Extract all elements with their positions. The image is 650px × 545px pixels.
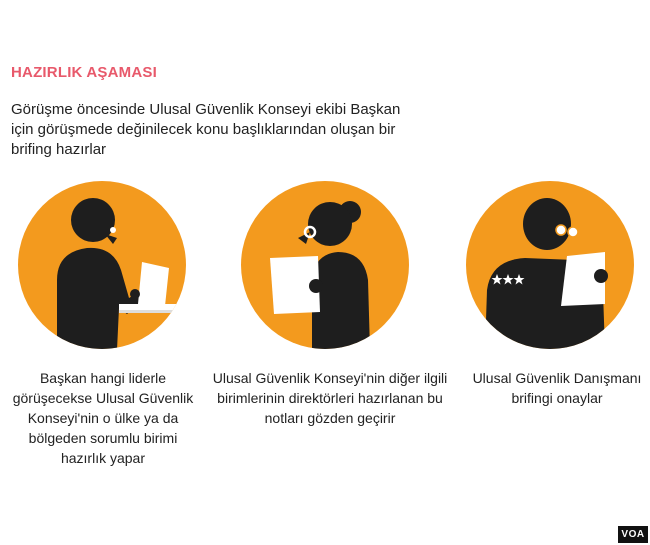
voa-logo: VOA [618, 526, 648, 543]
advisor-approving-briefing-icon [465, 180, 635, 350]
step-1-caption: Başkan hangi liderle görüşecekse Ulusal Güvenlik Konseyi'nin o ülke ya da bölgeden sorumlu birimi hazırlık yapar [12, 370, 194, 466]
person-at-laptop-icon [17, 180, 187, 350]
step-3-caption: Ulusal Güvenlik Danışmanı brifingi onaylar [472, 370, 642, 406]
section-heading: HAZIRLIK AŞAMASI [11, 64, 157, 81]
person-reviewing-notes-icon [240, 180, 410, 350]
step-2-caption: Ulusal Güvenlik Konseyi'nin diğer ilgili birimlerinin direktörleri hazırlanan bu notları gözden geçirir [212, 370, 448, 426]
intro-text: Görüşme öncesinde Ulusal Güvenlik Konseyi ekibi Başkan için görüşmede değinilecek konu başlıklarından oluşan bir brifing hazırlar [11, 101, 401, 158]
